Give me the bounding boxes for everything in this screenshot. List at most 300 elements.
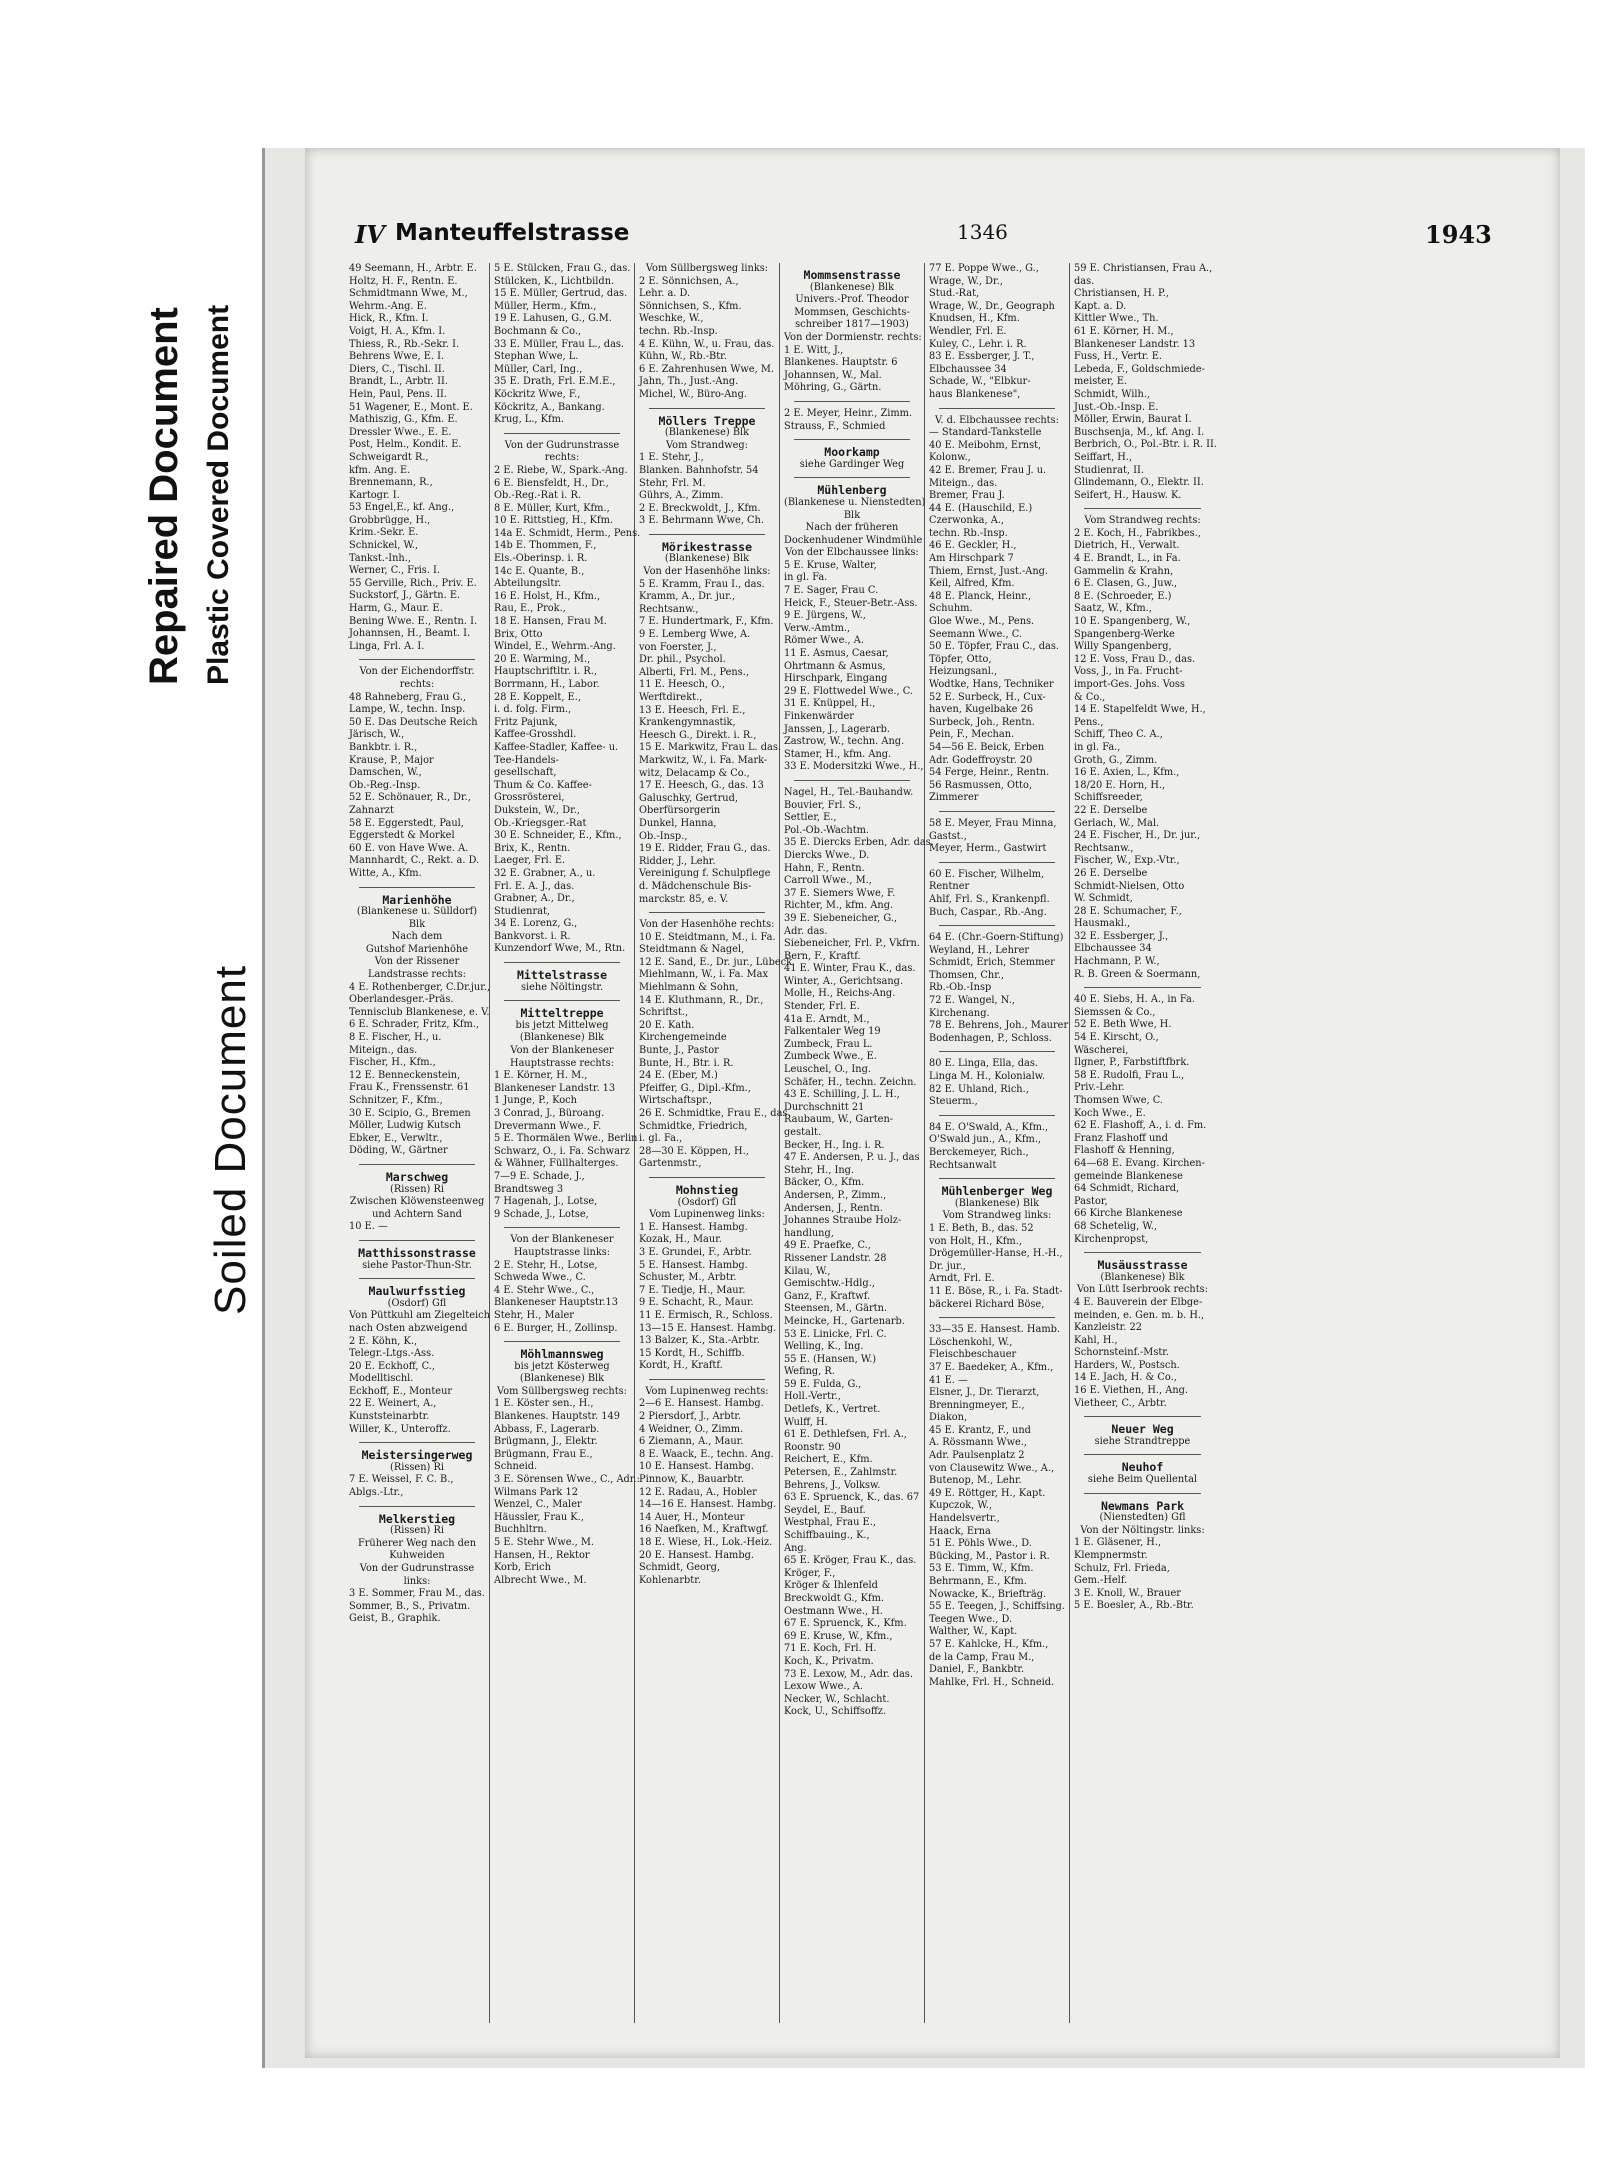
directory-entry: Kittler Wwe., Th. [1074,313,1159,325]
directory-entry: V. d. Elbchaussee rechts: [935,414,1059,426]
column-3 [635,263,793,2023]
directory-entry: Breckwoldt G., Kfm. [784,1592,885,1604]
directory-entry: Teegen Wwe., D. [929,1613,1013,1625]
directory-entry: Studienrat, [494,905,551,917]
directory-entry: nach Osten abzweigend [349,1322,468,1334]
directory-entry: links: [403,1575,431,1587]
directory-entry: Glindemann, O., Elektr. II. [1074,477,1204,489]
column-rule [359,1164,475,1165]
directory-entry: 67 E. Spruenck, K., Kfm. [784,1618,907,1630]
directory-entry: 4 E. Bauverein der Elbge- [1074,1296,1203,1308]
directory-entry: Weschke, W., [639,313,704,325]
directory-entry: 64 Schmidt, Richard, [1074,1183,1180,1195]
directory-entry: Wendler, Frl. E. [929,325,1007,337]
directory-entry: Kröger, F., [784,1567,836,1579]
directory-entry: Tennisclub Blankenese, e. V. [349,1006,490,1018]
directory-entry: W. Schmidt, [1074,893,1133,905]
directory-entry: Stehr, H., Ing. [784,1164,855,1176]
street-heading: Meistersingerweg [361,1448,473,1463]
directory-entry: Hausmakl., [1074,918,1131,930]
directory-entry: in gl. Fa., [1074,741,1121,753]
directory-entry: Gammelin & Krahn, [1074,565,1174,577]
column-rule [939,1051,1055,1052]
directory-entry: Brix, Otto [494,628,543,640]
directory-entry: Thomsen Wwe, C. [1074,1095,1164,1106]
directory-entry: Lehr. a. D. [639,288,691,300]
directory-entry: schreiber 1817—1903) [795,319,909,331]
directory-entry: Oestmann Wwe., H. [784,1605,883,1617]
directory-entry: Stud.-Rat, [929,288,980,300]
directory-entry: Buschsenja, M., kf. Ang. I. [1074,426,1205,438]
directory-entry: Nagel, H., Tel.-Bauhandw. [784,786,914,798]
directory-entry: 13 E. Heesch, Frl. E., [639,704,746,716]
directory-entry: Seemann Wwe., C. [929,628,1023,640]
directory-entry: Wäscherei, [1074,1044,1129,1056]
directory-entry: in gl. Fa. [784,572,828,584]
directory-entry: 10 E. Steidtmann, M., i. Fa. [639,931,776,943]
directory-entry: Rechtsanwalt [929,1159,997,1171]
directory-entry: Müller, Carl, Ing., [494,363,583,375]
directory-entry: 63 E. Spruenck, K., das. 67 [784,1492,920,1504]
directory-entry: Lebeda, F., Goldschmiede- [1074,363,1205,375]
directory-entry: Abteilungsltr. [494,578,562,590]
street-heading: Mommsenstrasse [803,268,901,282]
directory-entry: Kolonw., [929,452,971,464]
directory-entry: 11 E. Ermisch, R., Schloss. [639,1309,773,1321]
directory-entry: 14c E. Quante, B., [494,565,585,577]
column-rule [1084,1416,1201,1417]
directory-entry: Rechtsanw., [639,603,699,615]
directory-entry: Finkenwärder [784,711,854,722]
directory-entry: Tankst.-Inh., [349,552,411,564]
directory-entry: Dressler Wwe., E. E. [349,426,452,438]
directory-entry: 54 E. Kirscht, O., [1074,1032,1159,1044]
directory-entry: 30 E. Scipio, G., Bremen [349,1107,471,1119]
directory-entry: (Rissen) Ri [390,1461,444,1473]
column-rule [359,887,475,888]
directory-entry: bäckerei Richard Böse, [929,1298,1045,1310]
directory-entry: Falkentaler Weg 19 [784,1026,881,1038]
directory-entry: haus Blankenese", [929,388,1021,400]
directory-entry: 20 E. Eckhoff, C., [349,1360,435,1372]
directory-entry: Steidtmann & Nagel, [639,944,745,956]
directory-entry: Schwarz, O., i. Fa. Schwarz [494,1145,630,1157]
directory-entry: Nach dem [391,931,443,943]
directory-entry: Pens., [1074,716,1104,728]
directory-entry: 30 E. Schneider, E., Kfm., [494,830,622,842]
directory-entry: Ob.-Insp., [639,830,688,842]
directory-entry: Rechtsanw., [1074,842,1134,854]
directory-entry: 13—15 E. Hansest. Hambg. [639,1322,777,1334]
directory-entry: Eckhoff, E., Monteur [349,1385,453,1397]
directory-entry: Möhring, G., Gärtn. [784,382,882,394]
page-number: 1346 [957,220,1008,244]
directory-entry: Markwitz, W., i. Fa. Mark- [639,754,768,766]
column-rule [939,925,1055,926]
directory-entry: Behrens, J., Volksw. [784,1479,881,1491]
column-rule [504,962,620,963]
directory-entry: 66 Kirche Blankenese [1074,1208,1183,1220]
directory-entry: Von der Elbchaussee links: [785,547,919,559]
directory-entry: Blk [408,918,426,930]
directory-entry: Hauptstrasse rechts: [510,1057,614,1069]
directory-entry: (Blankenese) Blk [664,553,750,565]
directory-entry: 16 Naefken, M., Kraftwgf. [639,1524,769,1536]
directory-entry: Von der Hasenhöhe rechts: [639,919,775,931]
column-2 [490,263,641,2023]
directory-entry: Stamer, H., kfm. Ang. [784,748,892,760]
directory-entry: Sönnichsen, S., Kfm. [639,300,742,312]
directory-entry: Häussler, Frau K., [494,1511,584,1523]
directory-entry: Krankengymnastik, [639,717,736,729]
directory-entry: Kordt, H., Kraftf. [639,1360,723,1372]
directory-entry: Modelltischl. [349,1373,414,1385]
street-heading: Mühlenberg [817,483,887,498]
directory-entry: 11 E. Asmus, Caesar, [784,648,889,660]
column-rule [649,912,765,913]
column-rule [1084,508,1201,509]
directory-entry: Knudsen, H., Kfm. [929,313,1020,325]
directory-entry: 2 E. Koch, H., Fabrikbes., [1074,527,1201,539]
directory-entry: Diercks Wwe., D. [784,849,870,861]
column-rule [794,780,910,781]
directory-entry: Vom Süllbergsweg rechts: [497,1385,627,1397]
directory-entry: (Blankenese) Blk [1100,1271,1185,1283]
directory-entry: Von der Eichendorffstr. [359,666,475,678]
directory-entry: Kozak, H., Maur. [639,1234,722,1246]
directory-entry: Drögemüller-Hanse, H.-H., [929,1248,1063,1260]
directory-entry: Stehr, H., Maler [494,1309,574,1321]
directory-entry: von Clausewitz Wwe., A., [929,1462,1055,1474]
directory-entry: Weyland, H., Lehrer [929,944,1030,956]
street-heading: Melkerstieg [378,1511,456,1526]
page-header [345,220,1495,250]
directory-entry: Just.-Ob.-Insp. E. [1074,401,1159,413]
directory-entry: Vereinigung f. Schulpflege [639,868,771,880]
directory-entry: 4 E. Kühn, W., u. Frau, das. [639,338,775,350]
directory-entry: Albrecht Wwe., M. [494,1574,587,1586]
directory-entry: von Holt, H., Kfm., [929,1235,1022,1247]
directory-entry: 6 E. Zahrenhusen Wwe, M. [639,363,774,375]
directory-entry: 2—6 E. Hansest. Hambg. [639,1398,764,1410]
directory-entry: Kilau, W., [784,1265,831,1277]
directory-entry: 5 E. Kruse, Walter, [784,559,877,571]
directory-entry: Thiess, R., Rb.-Sekr. I. [349,338,460,350]
directory-entry: Schiff, Theo C. A., [1074,729,1163,741]
directory-entry: Pein, F., Mechan. [929,729,1015,741]
directory-entry: 37 E. Siemers Wwe, F. [784,887,896,899]
directory-entry: Pfeiffer, G., Dipl.-Kfm., [639,1082,751,1094]
directory-entry: 2 E. Riebe, W., Spark.-Ang. [494,464,628,476]
directory-entry: Gloe Wwe., M., Pens. [929,616,1035,628]
directory-entry: 22 E. Weinert, A., [349,1398,437,1410]
directory-entry: Zumbeck Wwe., E. [784,1051,877,1063]
directory-entry: 35 E. Diercks Erben, Adr. das. [784,837,934,849]
directory-entry: 24 E. (Eber, M.) [639,1070,718,1082]
directory-entry: 8 E. (Schroeder, E.) [1074,590,1172,602]
directory-entry: Kaffee-Grosshdl. [494,729,577,741]
column-5 [925,263,1070,2023]
directory-entry: Willer, K., Unteroffz. [349,1423,451,1435]
directory-entry: Schmidt, Erich, Stemmer [929,957,1055,969]
directory-entry: 10 E. Hansest. Hambg. [639,1461,755,1473]
directory-entry: Stehr, Frl. M. [639,477,706,489]
street-heading: Musäusstrasse [1097,1258,1188,1273]
directory-entry: 58 E. Eggerstedt, Paul, [349,817,464,829]
directory-entry: 5 E. Stehr Wwe., M. [494,1537,595,1548]
directory-entry: Vom Süllbergsweg links: [645,263,769,274]
directory-entry: (Osdorf) Gfl [677,1196,737,1208]
directory-entry: Kapt. a. D. [1074,300,1127,312]
directory-entry: meister, E. [1074,376,1128,388]
column-rule [794,401,910,402]
directory-entry: 55 E. (Hansen, W.) [784,1353,877,1365]
directory-page [305,148,1560,2058]
directory-entry: 1 E. Hansest. Hambg. [639,1221,748,1233]
directory-entry: Brenningmeyer, E., [929,1399,1025,1411]
directory-entry: 4 E. Stehr Wwe., C., [494,1284,595,1296]
directory-entry: Schnickel, W., [349,540,419,552]
column-rule [359,1240,475,1241]
street-heading: Neuhof [1121,1460,1164,1475]
directory-entry: 20 E. Kath. [639,1019,695,1031]
directory-entry: marckstr. 85, e. V. [639,893,729,905]
directory-entry: Vom Lupinenweg links: [649,1209,765,1221]
directory-entry: 15 E. Müller, Gertrud, das. [494,288,628,300]
directory-entry: Werner, C., Fris. I. [349,565,441,577]
directory-entry: Seifert, H., Hausw. K. [1074,489,1182,501]
directory-entry: handlung, [784,1227,834,1239]
street-heading: Mitteltreppe [520,1006,604,1021]
directory-entry: Zumbeck, Frau L. [784,1038,873,1050]
directory-entry: 14 E. Jach, H. & Co., [1074,1372,1177,1384]
directory-entry: 1 E. Körner, H. M., [494,1070,588,1082]
directory-entry: Blanken. Bahnhofstr. 54 [639,464,759,476]
directory-entry: 50 E. Töpfer, Frau C., das. [929,641,1060,653]
directory-entry: 11 E. Böse, R., i. Fa. Stadt- [929,1285,1063,1297]
directory-entry: Ob.-Reg.-Insp. [349,779,421,791]
directory-entry: A. Rössmann Wwe., [929,1437,1027,1449]
column-rule [504,1341,620,1342]
directory-entry: 14a E. Schmidt, Herm., Pens. [494,527,641,539]
column-rule [939,1115,1055,1116]
directory-entry: Bunte, H., Btr. i. R. [639,1057,734,1069]
directory-entry: Järisch, W., [349,729,405,741]
directory-entry: & Wähner, Füllhalterges. [494,1158,619,1170]
directory-entry: Handelsvertr., [929,1513,1000,1525]
directory-entry: Hansen, H., Rektor [494,1549,590,1561]
directory-entry: Gastst., [929,830,967,842]
directory-entry: Brix, K., Rentn. [494,842,571,854]
directory-entry: 1 E. Köster sen., H., [494,1398,594,1410]
directory-entry: 50 E. Das Deutsche Reich [349,716,478,728]
directory-entry: Wilmans Park 12 [494,1486,578,1498]
column-rule [359,659,475,660]
directory-entry: 65 E. Kröger, Frau K., das. [784,1555,917,1567]
directory-entry: Krug, L., Kfm. [494,414,565,426]
directory-entry: 45 E. Krantz, F., und [929,1424,1031,1436]
column-6 [1070,263,1218,2023]
directory-entry: (Blankenese) Blk [519,1032,605,1044]
directory-entry: Müller, Herm., Kfm., [494,300,597,312]
directory-entry: 12 E. Benneckenstein, [349,1069,461,1081]
directory-entry: Rb.-Ob.-Insp [929,982,992,994]
directory-entry: Seiffart, H., [1074,451,1133,463]
directory-entry: 12 E. Radau, A., Hobler [639,1486,757,1498]
directory-entry: Jahn, Th., Just.-Ang. [639,376,739,388]
column-rule [1084,1454,1201,1455]
directory-entry: 8 E. Fischer, H., u. [349,1032,442,1044]
directory-entry: und Achtern Sand [372,1208,462,1220]
column-rule [1084,987,1201,988]
directory-entry: d. Mädchenschule Bis- [639,880,752,892]
directory-entry: Richter, M., kfm. Ang. [784,900,894,912]
directory-entry: Saatz, W., Kfm., [1074,603,1152,615]
directory-entry: 35 E. Drath, Frl. E.M.E., [494,376,616,388]
directory-entry: Von der Dormienstr. rechts: [784,331,922,343]
directory-entry: 7 Hagenah, J., Lotse, [494,1196,598,1208]
directory-entry: 71 E. Koch, Frl. H. [784,1643,877,1655]
directory-entry: — Standard-Tankstelle [929,427,1042,439]
directory-entry: Lexow Wwe., A. [784,1681,864,1693]
directory-entry: 31 E. Knüppel, H., [784,698,876,710]
directory-entry: 49 E. Praefke, C., [784,1240,871,1252]
directory-entry: Hahn, F., Rentn. [784,862,865,874]
directory-entry: Koch Wwe., E. [1074,1107,1146,1119]
directory-entry: 48 Rahneberg, Frau G., [349,691,467,703]
directory-entry: Steensen, M., Gärtn. [784,1303,888,1315]
directory-entry: Roonstr. 90 [784,1441,841,1453]
directory-entry: techn. Rb.-Insp. [639,325,718,337]
directory-entry: Bankbtr. i. R., [349,741,418,753]
directory-entry: Kirchenpropst, [1074,1233,1149,1245]
directory-entry: 16 E. Holst, H., Kfm., [494,590,601,602]
directory-entry: 3 Conrad, J., Büroang. [494,1108,605,1119]
directory-entry: Fischer, W., Exp.-Vtr., [1074,855,1180,867]
directory-entry: Ob.-Kriegsger.-Rat [494,817,587,829]
directory-entry: Pol.-Ob.-Wachtm. [784,824,870,836]
directory-entry: 55 E. Teegen, J., Schiffsing. [929,1601,1065,1613]
directory-entry: Brennemann, R., [349,477,433,489]
directory-entry: import-Ges. Johs. Voss [1074,679,1185,690]
directory-entry: Heizungsanl., [929,666,998,678]
directory-entry: siehe Strandtreppe [1094,1435,1191,1447]
directory-entry: Flashoff & Henning, [1074,1145,1175,1157]
directory-entry: Schmidt-Nielsen, Otto [1074,880,1185,892]
directory-entry: 19 E. Lahusen, G., G.M. [494,313,612,325]
directory-entry: Kartogr. I. [349,489,400,501]
directory-entry: Brandt, L., Arbtr. II. [349,376,448,388]
column-rule [359,1442,475,1443]
directory-entry: 16 E. Viethen, H., Ang. [1074,1385,1189,1397]
directory-entry: Pastor, [1074,1195,1108,1207]
directory-entry: 4 Weidner, O., Zimm. [639,1423,744,1435]
directory-entry: Bücking, M., Pastor i. R. [929,1550,1050,1562]
directory-entry: Winter, A., Gerichtsang. [784,975,904,987]
directory-entry: Bochmann & Co., [494,325,582,337]
directory-entry: 3 E. Grundei, F., Arbtr. [639,1246,752,1258]
directory-entry: Gutshof Marienhöhe [365,943,469,955]
directory-entry: Holl.-Vertr., [784,1391,841,1403]
directory-entry: 54—56 E. Beick, Erben [929,741,1045,753]
directory-entry: 40 E. Siebs, H. A., in Fa. [1074,994,1195,1006]
directory-entry: Siemssen & Co., [1074,1006,1156,1018]
directory-entry: Els.-Oberinsp. i. R. [494,553,588,565]
directory-entry: Ridder, J., Lehr. [639,855,716,867]
directory-entry: Linga, Frl. A. I. [349,640,425,652]
directory-entry: 61 E. Dethlefsen, Frl. A., [784,1429,907,1441]
directory-entry: 61 E. Körner, H. M., [1074,325,1174,337]
directory-entry: 59 E. Christiansen, Frau A., [1074,263,1213,274]
directory-entry: 33 E. Modersitzki Wwe., H., [784,761,924,773]
directory-entry: Gührs, A., Zimm. [639,490,724,502]
directory-entry: 6 E. Burger, H., Zollinsp. [494,1322,618,1334]
directory-entry: witz, Delacamp & Co., [639,767,750,779]
directory-entry: Von der Rissener [374,956,460,968]
directory-entry: Vietheer, C., Arbtr. [1074,1397,1167,1409]
directory-entry: Blankenes. Hauptstr. 149 [494,1411,620,1423]
directory-entry: Stephan Wwe, L. [494,351,579,363]
directory-entry: Ilgner, P., Farbstiftfbrk. [1074,1057,1190,1069]
directory-entry: Welling, K., Ing. [784,1341,864,1353]
directory-entry: 7 E. Hundertmark, F., Kfm. [639,616,774,628]
directory-entry: bis jetzt Kösterweg [514,1360,610,1372]
directory-entry: Haack, Erna [929,1525,991,1537]
directory-entry: Werftdirekt., [639,692,703,703]
directory-entry: (Blankenese u. Nienstedten) [784,496,926,508]
directory-entry: 14 Auer, H., Monteur [639,1511,745,1523]
directory-entry: Berbrich, O., Pol.-Btr. i. R. II. [1074,439,1218,451]
directory-entry: Kühn, W., Rb.-Btr. [639,351,727,363]
directory-entry: Schuhm. [929,603,973,615]
directory-entry: 6 E. Schrader, Fritz, Kfm., [349,1019,480,1031]
directory-entry: 24 E. Fischer, H., Dr. jur., [1074,830,1201,842]
directory-entry: Seydel, E., Bauf. [784,1504,866,1516]
directory-entry: Holtz, H. F., Rentn. E. [349,275,458,287]
directory-entry: Wulff, H. [784,1416,828,1428]
directory-entry: Schuster, M., Arbtr. [639,1272,737,1284]
directory-entry: Frau K., Frenssenstr. 61 [349,1082,470,1094]
directory-entry: 58 E. Rudolfi, Frau L., [1074,1069,1185,1081]
directory-entry: 53 E. Timm, W., Kfm. [929,1563,1034,1575]
directory-entry: haven, Kugelbake 26 [929,704,1034,716]
directory-entry: Schiffbauing., K., [784,1530,870,1541]
directory-entry: Post, Helm., Kondit. E. [349,439,462,451]
directory-entry: Priv.-Lehr. [1074,1082,1125,1094]
directory-entry: Hick, R., Kfm. I. [349,313,429,325]
directory-entry: Kirchenang. [929,1007,990,1019]
directory-entry: Studienrat, II. [1074,464,1145,476]
directory-entry: 28 E. Schumacher, F., [1074,905,1182,917]
directory-entry: Linga M. H., Kolonialw. [929,1071,1046,1083]
directory-entry: techn. Rb.-Insp. [929,527,1008,539]
column-rule [359,1506,475,1507]
directory-entry: Rissener Landstr. 28 [784,1252,887,1264]
directory-entry: (Blankenese) Blk [809,281,895,293]
directory-entry: 80 E. Linga, Ella, das. [929,1058,1038,1070]
directory-entry: Leuschel, O., Ing. [784,1064,871,1076]
directory-entry: Fuss, H., Vertr. E. [1074,351,1162,363]
directory-entry: Westphal, Frau E., [784,1517,876,1529]
directory-entry: Windel, E., Wehrm.-Ang. [494,641,616,653]
directory-entry: 68 Schetelig, W., [1074,1220,1157,1232]
directory-entry: Siebeneicher, Frl. P., Vkfrn. [784,938,920,950]
directory-entry: Elbchaussee 34 [929,363,1007,375]
directory-entry: Dietrich, H., Verwalt. [1074,540,1180,552]
street-heading: Maulwurfsstieg [368,1284,466,1299]
column-rule [939,1178,1055,1179]
directory-entry: 4 E. Rothenberger, C.Dr.jur., [349,981,491,993]
